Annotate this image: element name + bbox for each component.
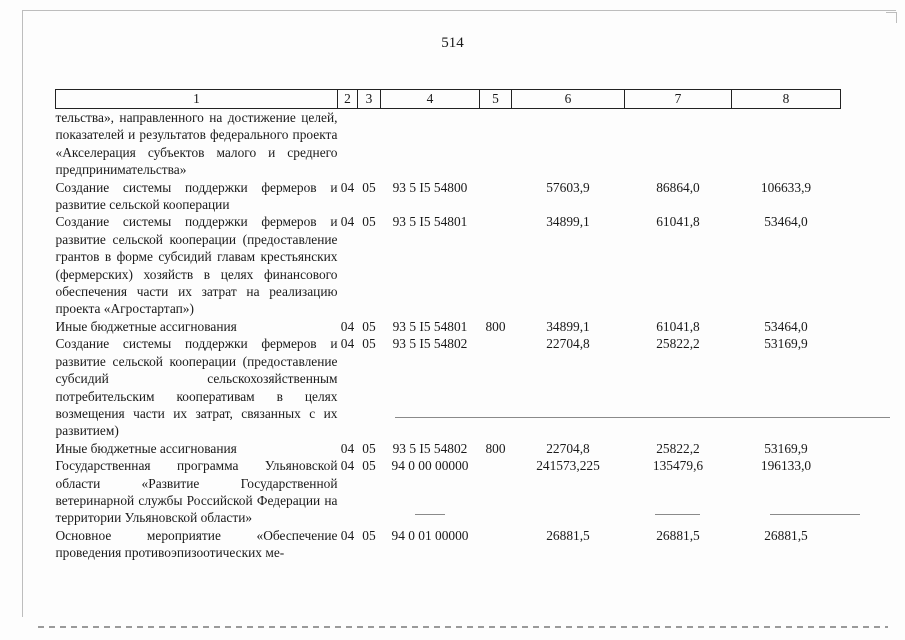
row-subsection: 05	[362, 440, 376, 456]
column-header: 7	[625, 90, 732, 109]
row-target-code: 93 5 I5 54802	[392, 336, 468, 352]
row-subsection: 05	[362, 527, 376, 543]
row-expense-type	[480, 527, 512, 562]
column-header: 1	[56, 90, 338, 109]
column-header: 3	[358, 90, 381, 109]
scan-artifact-line	[770, 514, 860, 515]
row-subsection: 05	[362, 336, 376, 352]
row-amount-8: 53169,9	[764, 336, 808, 352]
row-amount-8: 53464,0	[764, 318, 808, 334]
row-amount-7: 61041,8	[656, 318, 700, 334]
row-expense-type	[480, 109, 512, 179]
row-section: 04	[340, 179, 355, 195]
row-name: Основное мероприятие «Обеспечение проведения противоэпизоотических ме-	[55, 527, 338, 561]
row-amount-8: 106633,9	[760, 179, 812, 195]
row-expense-type: 800	[485, 318, 506, 334]
row-section: 04	[340, 214, 355, 230]
scan-artifact-line	[655, 514, 700, 515]
row-name: Создание системы поддержки фермеров и развитие сельской кооперации (предоставление субсидий сельскохозяйственным потребительским кооперативам в целях возмещения части их затрат, связанных с их развитием)	[55, 336, 338, 439]
table-row	[56, 335, 841, 439]
row-target-code: 93 5 I5 54800	[392, 179, 468, 195]
row-amount-6: 26881,5	[546, 527, 590, 543]
row-name: Иные бюджетные ассигнования	[55, 318, 237, 334]
row-expense-type	[480, 457, 512, 527]
scan-artifact-line	[415, 514, 445, 515]
row-subsection: 05	[362, 214, 376, 230]
row-amount-7: 61041,8	[656, 214, 700, 230]
table-row	[56, 457, 841, 527]
row-expense-type	[480, 213, 512, 317]
row-amount-6: 22704,8	[546, 336, 590, 352]
row-amount-7: 25822,2	[656, 440, 700, 456]
table-row	[56, 109, 841, 179]
corner-mark	[886, 12, 897, 23]
row-name: Государственная программа Ульяновской области «Развитие Государственной ветеринарной службы Российской Федерации на территории Ульяновской области»	[55, 458, 338, 526]
row-name: Создание системы поддержки фермеров и развитие сельской кооперации	[55, 179, 338, 213]
row-amount-7: 25822,2	[656, 336, 700, 352]
scan-edge-dots	[38, 626, 888, 628]
table-header-row	[56, 90, 841, 109]
row-section: 04	[340, 318, 355, 334]
row-subsection: 05	[362, 458, 376, 474]
row-amount-8: 26881,5	[764, 527, 808, 543]
column-header: 2	[338, 90, 358, 109]
row-name: Создание системы поддержки фермеров и развитие сельской кооперации (предоставление грантов в форме субсидий главам крестьянских (фермерских) хозяйств в целях финансового обеспечения части их затрат на реализацию проекта «Агростартап»)	[55, 214, 338, 317]
row-section: 04	[340, 440, 355, 456]
table-row	[56, 527, 841, 562]
row-amount-7: 26881,5	[656, 527, 700, 543]
row-amount-6: 34899,1	[546, 214, 590, 230]
row-subsection: 05	[362, 318, 376, 334]
column-header: 5	[480, 90, 512, 109]
row-section: 04	[340, 527, 355, 543]
row-target-code: 94 0 00 00000	[391, 458, 469, 474]
row-target-code	[381, 109, 480, 179]
row-name: Иные бюджетные ассигнования	[55, 440, 237, 456]
column-header: 4	[381, 90, 480, 109]
row-amount-6	[512, 109, 625, 179]
row-target-code: 93 5 I5 54801	[392, 318, 468, 334]
scan-artifact-line	[395, 417, 890, 418]
table-row	[56, 179, 841, 214]
row-target-code: 93 5 I5 54802	[392, 440, 468, 456]
row-name: тельства», направленного на достижение целей, показателей и результатов федерального проекта «Акселерация субъектов малого и среднего предпринимательства»	[55, 110, 338, 178]
row-amount-7	[625, 109, 732, 179]
row-expense-type: 800	[485, 440, 506, 456]
row-target-code: 94 0 01 00000	[391, 527, 469, 543]
row-amount-6: 22704,8	[546, 440, 590, 456]
row-amount-6: 57603,9	[546, 179, 590, 195]
column-header: 8	[732, 90, 841, 109]
row-target-code: 93 5 I5 54801	[392, 214, 468, 230]
row-subsection: 05	[362, 179, 376, 195]
row-section: 04	[340, 336, 355, 352]
row-amount-6: 241573,225	[536, 458, 600, 474]
budget-table	[55, 89, 841, 562]
table-row	[56, 213, 841, 317]
table-row	[56, 440, 841, 457]
table-row	[56, 318, 841, 335]
row-expense-type	[480, 179, 512, 214]
row-amount-8	[732, 109, 841, 179]
row-section: 04	[340, 458, 355, 474]
row-amount-8: 53464,0	[764, 214, 808, 230]
page-number: 514	[441, 35, 464, 51]
row-subsection	[358, 109, 381, 179]
row-amount-7: 86864,0	[656, 179, 700, 195]
row-amount-8: 196133,0	[760, 458, 812, 474]
row-amount-8: 53169,9	[764, 440, 808, 456]
row-amount-6: 34899,1	[546, 318, 590, 334]
column-header: 6	[512, 90, 625, 109]
row-amount-7: 135479,6	[652, 458, 704, 474]
row-expense-type	[480, 335, 512, 439]
row-section	[338, 109, 358, 179]
